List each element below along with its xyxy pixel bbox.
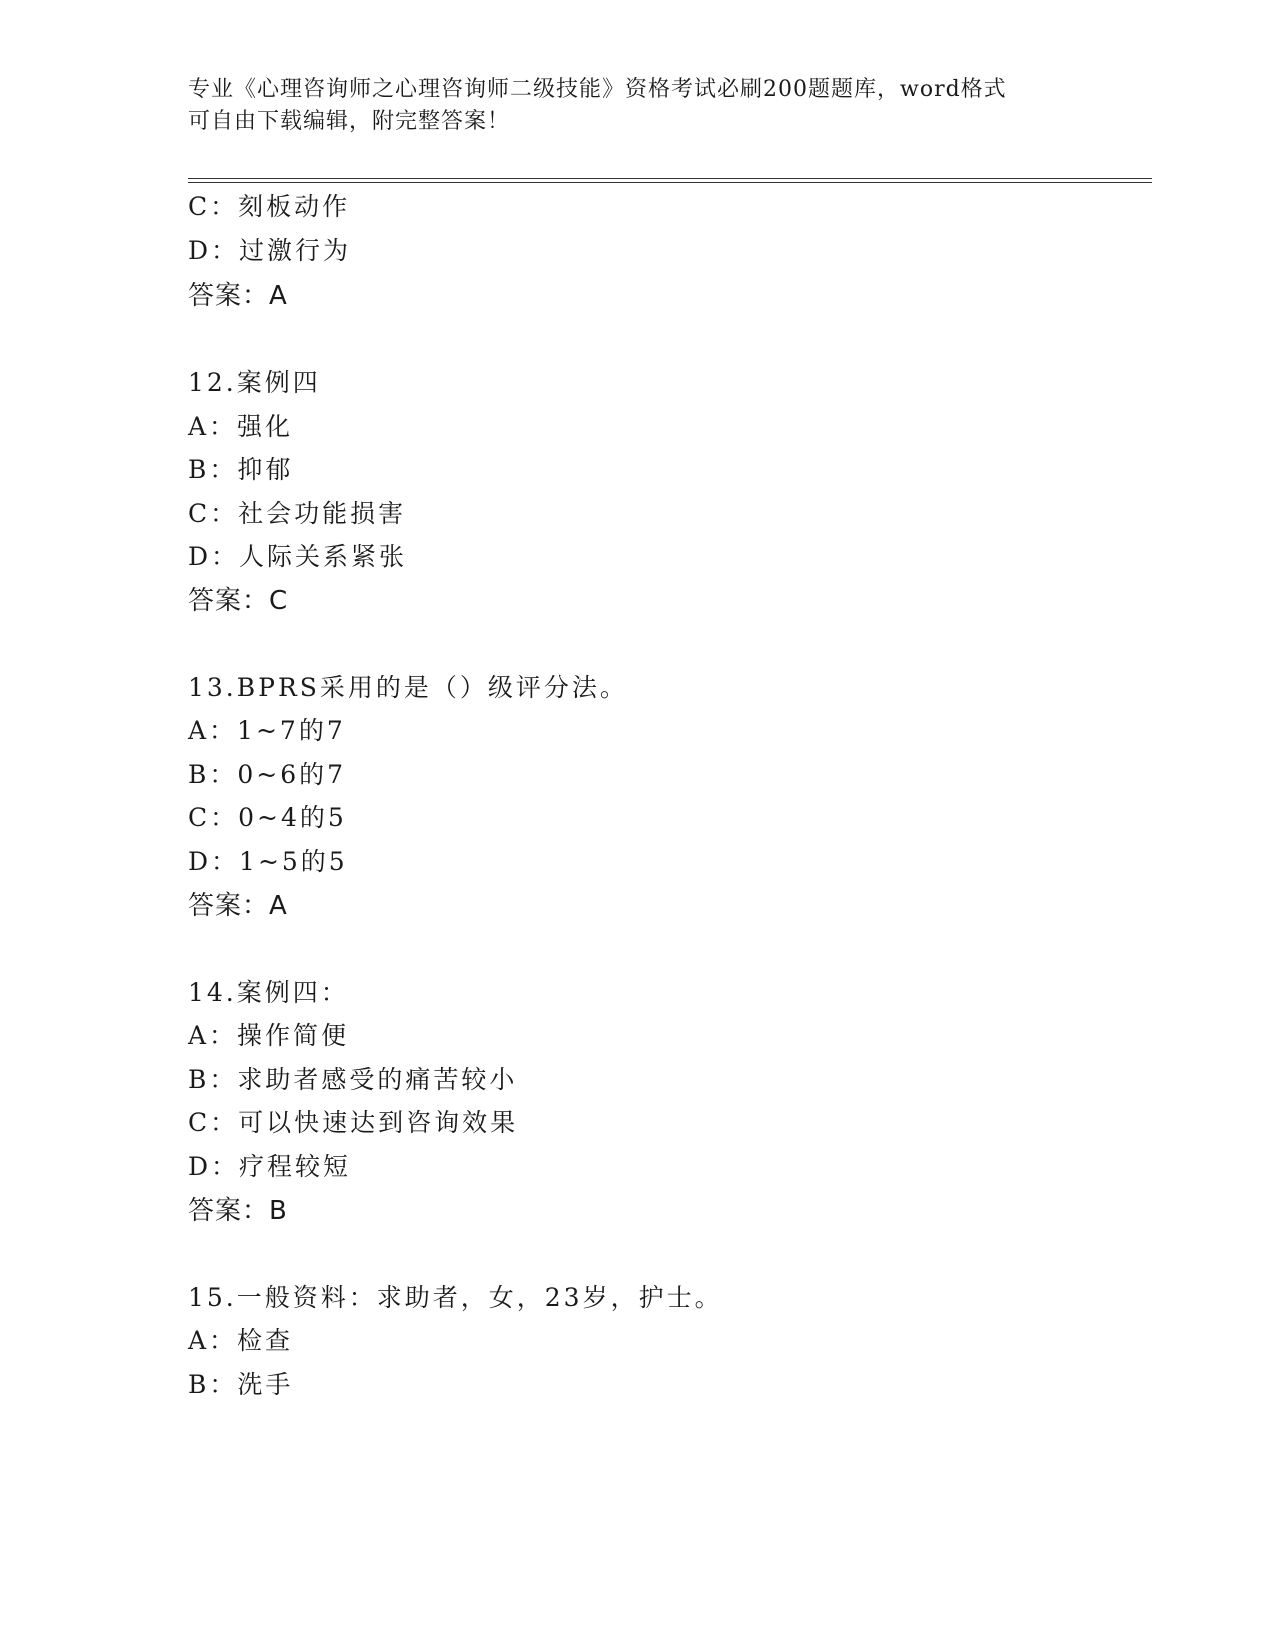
prev-option-c: C：刻板动作 <box>188 192 351 221</box>
page-header <box>188 74 1088 138</box>
q13-option-a: A：1~7的7 <box>188 716 346 745</box>
q12-option-d: D：人际关系紧张 <box>188 542 408 571</box>
q12-option-a: A：强化 <box>188 412 294 441</box>
prev-answer: 答案：A <box>188 281 288 311</box>
q15-option-b: B：洗手 <box>188 1370 294 1399</box>
q14-option-d: D：疗程较短 <box>188 1152 352 1181</box>
q14-option-c: C：可以快速达到咨询效果 <box>188 1108 519 1137</box>
header-divider-top <box>188 178 1152 179</box>
q13-option-b: B：0~6的7 <box>188 760 347 789</box>
q13-stem: 13.BPRS采用的是（）级评分法。 <box>188 673 628 702</box>
header-title-line-1: 专业《心理咨询师之心理咨询师二级技能》资格考试必刷200题题库，word格式 <box>188 77 1007 102</box>
q14-option-b: B：求助者感受的痛苦较小 <box>188 1065 518 1094</box>
q14-answer: 答案：B <box>188 1196 288 1226</box>
q15-option-a: A：检查 <box>188 1326 294 1355</box>
q13-answer: 答案：A <box>188 891 288 921</box>
prev-option-d: D：过激行为 <box>188 236 352 265</box>
q13-option-d: D：1~5的5 <box>188 847 348 876</box>
q15-stem: 15.一般资料：求助者，女，23岁，护士。 <box>188 1283 723 1312</box>
header-divider-bottom <box>188 182 1152 183</box>
q12-option-b: B：抑郁 <box>188 455 294 484</box>
q12-option-c: C：社会功能损害 <box>188 499 407 528</box>
q14-stem: 14.案例四： <box>188 978 349 1007</box>
q12-answer: 答案：C <box>188 586 289 616</box>
header-title-line-2: 可自由下载编辑，附完整答案！ <box>188 109 511 134</box>
q13-option-c: C：0~4的5 <box>188 803 347 832</box>
q14-option-a: A：操作简便 <box>188 1021 350 1050</box>
q12-stem: 12.案例四 <box>188 368 321 397</box>
